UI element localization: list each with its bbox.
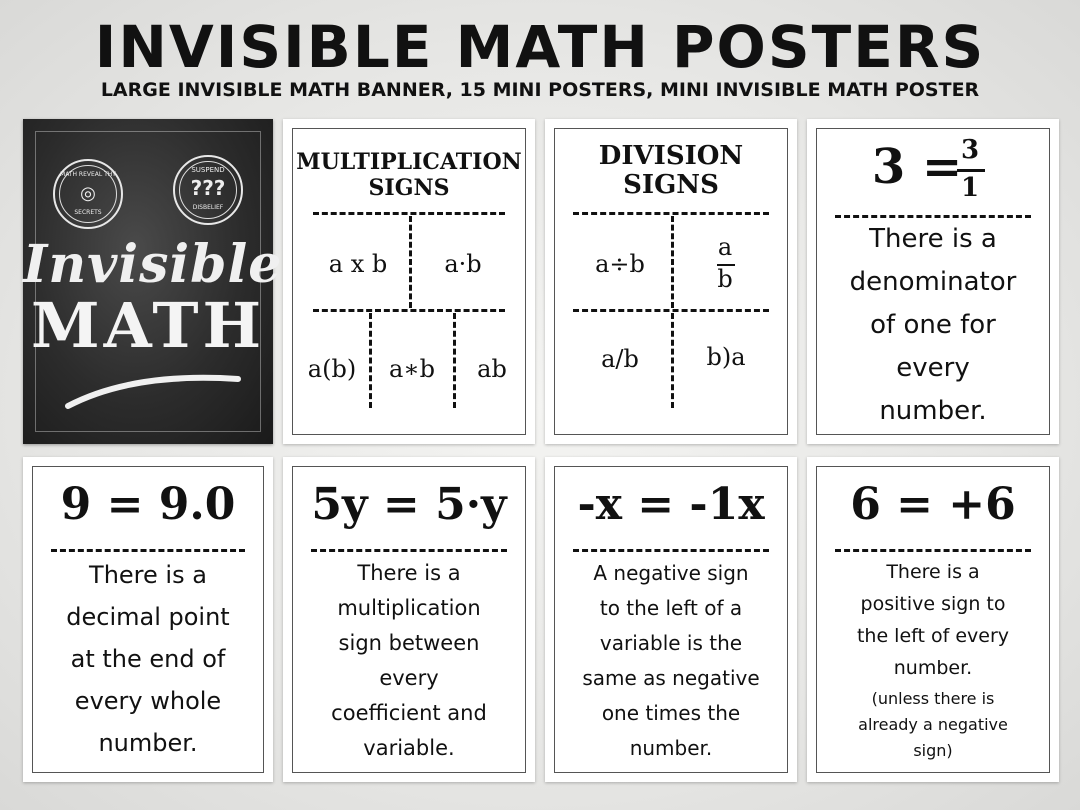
poster-line: number. [879,396,987,426]
poster-line: every [896,353,970,383]
divider-line [453,313,456,408]
suspend-disbelief-badge [173,155,243,225]
coefficient-poster [283,457,535,782]
poster-heading: -x = -1x [577,479,765,530]
eye-slash-icon: ◎ [80,183,96,203]
divider-line [835,549,1031,552]
division-poster [545,119,797,444]
poster-line: one times the [601,701,741,725]
poster-line: There is a [869,224,997,254]
poster-note: already a negative [858,715,1008,734]
poster-line: number. [98,729,198,757]
page-subtitle: LARGE INVISIBLE MATH BANNER, 15 MINI POSTERS, MINI INVISIBLE MATH POSTER [100,79,980,101]
mult-sign-juxtapose: ab [477,355,507,383]
badge-top-text: SUSPEND [191,166,225,174]
poster-line: coefficient and [331,701,487,725]
mult-sign-asterisk: a∗b [389,355,435,383]
poster-line: variable is the [599,631,743,655]
divider-line [671,216,674,308]
divider-line [573,309,769,312]
chalk-swoosh [63,364,243,414]
poster-line: A negative sign [593,561,749,585]
banner-script-word: Invisible [23,234,283,295]
div-sign-longdivision: b)a [706,343,746,371]
mult-title-line2: SIGNS [368,175,450,201]
badge-bottom-text: SECRETS [74,209,102,216]
poster-line: variable. [363,736,455,760]
div-title-line1: DIVISION [598,141,744,171]
multiplication-poster [283,119,535,444]
negative-poster [545,457,797,782]
mult-sign-parens: a(b) [307,355,357,383]
divider-line [835,215,1031,218]
badge-bottom-text: DISBELIEF [192,204,224,211]
poster-line: of one for [870,310,996,340]
divider-line [313,212,505,215]
poster-line: at the end of [70,645,226,673]
page-title: INVISIBLE MATH POSTERS [94,13,986,81]
divider-line [369,313,372,408]
math-reveal-badge [53,159,123,229]
div-title-line2: SIGNS [623,170,719,200]
divider-line [573,212,769,215]
div-sign-slash: a/b [601,345,639,373]
denominator-poster [807,119,1059,444]
poster-line: every [379,666,439,690]
poster-line: sign between [338,631,480,655]
badge-top-text: MATH REVEAL THY [60,171,116,178]
question-marks-icon: ??? [190,176,226,200]
poster-line: positive sign to [860,593,1006,615]
poster-line: There is a [357,561,461,585]
divider-line [573,549,769,552]
poster-heading: 3 = [871,139,963,195]
poster-note: (unless there is [871,689,995,708]
mult-sign-dot: a·b [444,250,482,278]
chalkboard-banner [23,119,283,444]
poster-note: sign) [913,741,953,760]
div-frac-num: a [717,233,733,261]
mult-sign-cross: a x b [328,250,388,278]
positive-poster [807,457,1059,782]
poster-line: same as negative [582,666,760,690]
poster-line: decimal point [66,603,230,631]
frac-num: 3 [960,135,980,165]
poster-heading: 6 = +6 [850,479,1016,530]
poster-line: number. [629,736,713,760]
div-sign-obelus: a÷b [595,250,645,278]
poster-line: every whole [74,687,222,715]
poster-line: to the left of a [599,596,743,620]
poster-line: multiplication [337,596,481,620]
divider-line [671,313,674,408]
decimal-poster [23,457,273,782]
poster-line: There is a [886,561,980,583]
poster-line: number. [893,657,973,679]
poster-heading: 9 = 9.0 [60,479,236,530]
fraction-bar [957,169,985,172]
divider-line [311,549,507,552]
frac-den: 1 [960,173,980,203]
poster-heading: 5y = 5·y [311,479,507,530]
mult-title-line1: MULTIPLICATION [296,149,522,175]
poster-line: the left of every [856,625,1010,647]
divider-line [313,309,505,312]
poster-line: There is a [89,561,207,589]
divider-line [409,216,412,308]
divider-line [51,549,245,552]
poster-line: denominator [849,267,1017,297]
div-frac-den: b [717,265,733,293]
banner-block-word: MATH [30,289,266,362]
